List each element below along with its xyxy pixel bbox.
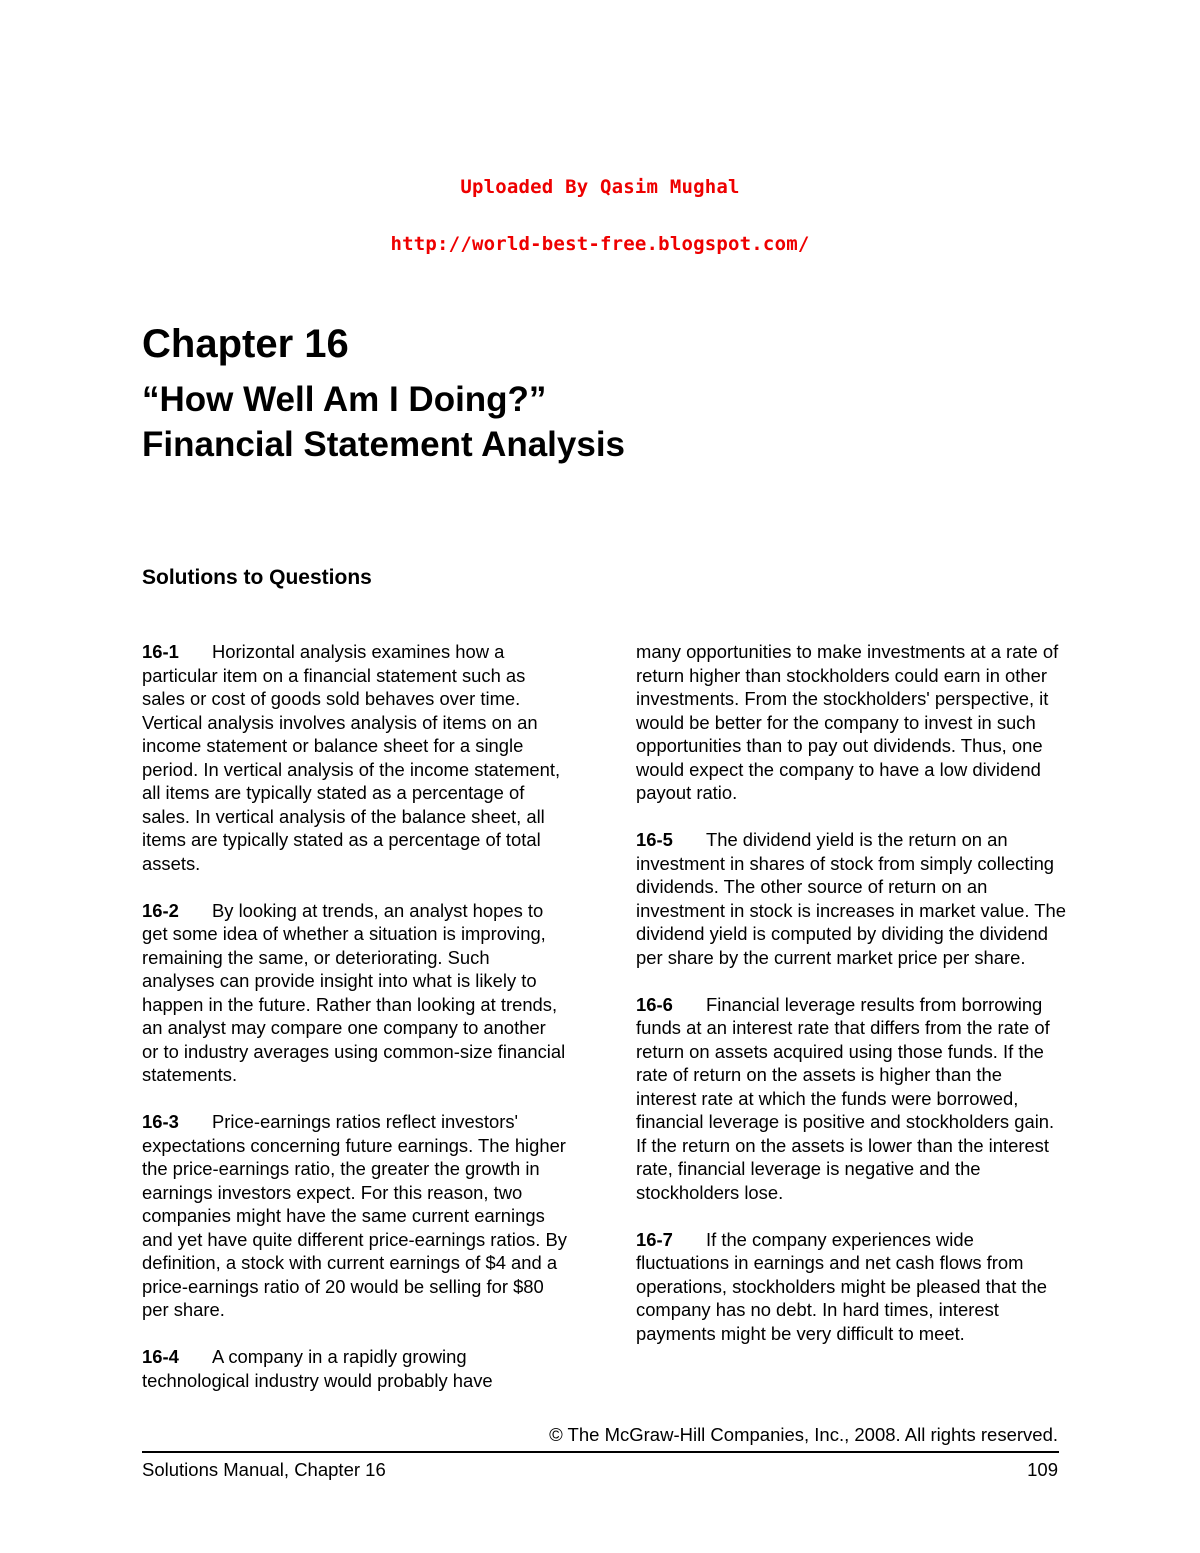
- question-number: 16-2: [142, 899, 179, 921]
- answer-text: By looking at trends, an analyst hopes to get some idea of whether a situation is improving, remaining the same, or deteriorating. Such analyses can provide insight into what is likely to happen in the future. Rather than looking at trends, an analyst may compare one company to another or to industry averages using common-size financial statements.: [142, 899, 566, 1085]
- section-heading: Solutions to Questions: [142, 566, 372, 589]
- answer-text: A company in a rapidly growing technological industry would probably have: [142, 1346, 493, 1391]
- question-answer-16-2: [142, 899, 567, 1087]
- question-number: 16-7: [636, 1228, 673, 1250]
- footer-manual-label: Solutions Manual, Chapter 16: [142, 1459, 386, 1480]
- page-number: 109: [1027, 1459, 1058, 1480]
- right-text-column: [636, 640, 1066, 1369]
- question-answer-16-6: [636, 993, 1066, 1205]
- question-number: 16-1: [142, 641, 179, 662]
- answer-continuation-16-4: many opportunities to make investments at a rate of return higher than stockholders could earn in other investments. From the stockholders' perspective, it would be better for the company to invest in such opportunities than to pay out dividends. Thus, one would expect the company to have a low dividend payout ratio.: [636, 641, 1059, 803]
- question-number: 16-6: [636, 993, 673, 1015]
- answer-text: Financial leverage results from borrowing funds at an interest rate that differs from the rate of return on assets acquired using those funds. If the rate of return on the assets is higher than the interest rate at which the funds were borrowed, financial leverage is positive and stockholders gain. If the return on the assets is lower than the interest rate, financial leverage is negative and the stockholders lose.: [636, 993, 1055, 1203]
- question-number: 16-4: [142, 1346, 179, 1367]
- left-text-column: [142, 640, 567, 1416]
- question-answer-16-5: [636, 828, 1066, 969]
- answer-text: Price-earnings ratios reflect investors' expectations concerning future earnings. The higher the price-earnings ratio, the greater the growth in earnings investors expect. For this reason, two companies might have the same current earnings and yet have quite different price-earnings ratios. By definition, a stock with current earnings of $4 and a price-earnings ratio of 20 would be selling for $80 per share.: [142, 1111, 567, 1320]
- chapter-title: Chapter 16: [142, 322, 349, 366]
- question-answer-16-1: [142, 640, 567, 875]
- chapter-subtitle-quote: “How Well Am I Doing?”: [142, 380, 547, 419]
- question-number: 16-3: [142, 1111, 179, 1132]
- question-answer-16-3: [142, 1110, 567, 1322]
- source-url-link[interactable]: http://world-best-free.blogspot.com/: [390, 233, 810, 255]
- uploader-credit: Uploaded By Qasim Mughal: [460, 176, 740, 198]
- question-answer-16-7: [636, 1228, 1066, 1346]
- answer-text: If the company experiences wide fluctuations in earnings and net cash flows from operations, stockholders might be pleased that the company has no debt. In hard times, interest payments might be very difficult to meet.: [636, 1228, 1047, 1344]
- footer-divider: [142, 1451, 1059, 1453]
- answer-text: The dividend yield is the return on an investment in shares of stock from simply collecting dividends. The other source of return on an investment in stock is increases in market value. The dividend yield is computed by dividing the dividend per share by the current market price per share.: [636, 829, 1066, 968]
- answer-text: Horizontal analysis examines how a particular item on a financial statement such as sales or cost of goods sold behaves over time. Vertical analysis involves analysis of items on an income statement or balance sheet for a single period. In vertical analysis of the income statement, all items are typically stated as a percentage of sales. In vertical analysis of the balance sheet, all items are typically stated as a percentage of total assets.: [142, 641, 561, 874]
- question-answer-16-4: [142, 1345, 567, 1392]
- question-number: 16-5: [636, 829, 673, 850]
- copyright-notice: © The McGraw-Hill Companies, Inc., 2008. All rights reserved.: [549, 1424, 1058, 1445]
- chapter-subtitle-topic: Financial Statement Analysis: [142, 425, 626, 464]
